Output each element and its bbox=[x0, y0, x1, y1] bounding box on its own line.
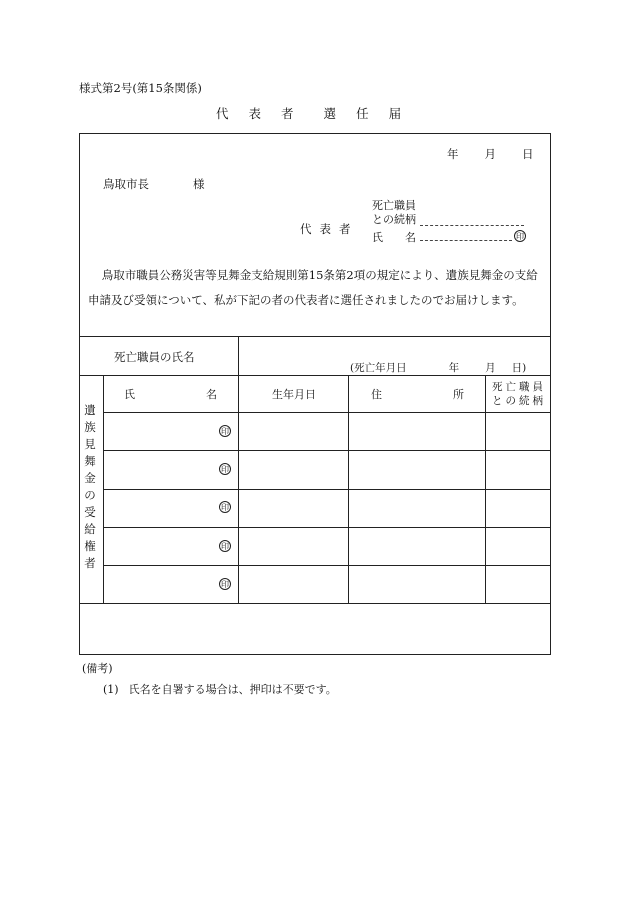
title-char: 届 bbox=[388, 106, 402, 121]
note-text: 氏名を自署する場合は、押印は不要です。 bbox=[128, 683, 337, 696]
notes-title: (備考) bbox=[82, 662, 113, 675]
form-id: 様式第2号(第15条関係) bbox=[79, 81, 202, 95]
col-name-a: 氏 bbox=[124, 388, 135, 401]
col-birth: 生年月日 bbox=[272, 388, 316, 401]
date-month: 月 bbox=[484, 147, 496, 161]
col-relation bbox=[492, 380, 546, 408]
divider-line bbox=[79, 375, 551, 376]
rep-name-field[interactable] bbox=[420, 240, 512, 241]
divider-line bbox=[103, 412, 551, 413]
rep-seal-icon: 印 bbox=[516, 232, 524, 241]
deceased-name-label: 死亡職員の氏名 bbox=[114, 350, 195, 364]
col-relation-line1: 死亡職員 bbox=[492, 381, 546, 393]
death-date[interactable] bbox=[350, 360, 526, 375]
divider-line bbox=[103, 527, 551, 528]
death-date-open: (死亡年月日 bbox=[350, 362, 407, 374]
divider-line bbox=[103, 565, 551, 566]
divider-line bbox=[485, 375, 486, 603]
declaration-text: 鳥取市職員公務災害等見舞金支給規則第15条第2項の規定により、遺族見舞金の支給申請及び受領について、私が下記の者の代表者に選任されましたのでお届けします。 bbox=[88, 268, 538, 307]
divider-line bbox=[348, 375, 349, 603]
row-seal-icon: 印 bbox=[221, 542, 229, 551]
col-relation-line2: との続柄 bbox=[492, 395, 546, 407]
row-seal-icon: 印 bbox=[221, 465, 229, 474]
col-addr-a: 住 bbox=[371, 388, 382, 401]
date-day: 日 bbox=[522, 147, 534, 161]
title-char: 表 bbox=[248, 106, 262, 121]
divider-line bbox=[103, 489, 551, 490]
death-date-month: 月 bbox=[485, 362, 496, 374]
addressee-honorific: 様 bbox=[193, 177, 205, 191]
row-seal-icon: 印 bbox=[221, 427, 229, 436]
title-char: 選 bbox=[323, 106, 337, 121]
row-seal-icon: 印 bbox=[221, 580, 229, 589]
date-year: 年 bbox=[447, 147, 459, 161]
relation-field[interactable] bbox=[420, 225, 524, 226]
title-char: 代 bbox=[216, 106, 229, 121]
addressee bbox=[103, 176, 205, 192]
rep-name-label: 氏 名 bbox=[372, 231, 416, 244]
representative-label: 代表者 bbox=[300, 222, 359, 236]
col-name-b: 名 bbox=[206, 388, 217, 401]
divider-line bbox=[79, 336, 551, 337]
note-number: (1) bbox=[103, 683, 119, 696]
divider-line bbox=[79, 603, 551, 604]
relation-label bbox=[372, 199, 416, 227]
divider-line bbox=[103, 375, 104, 603]
divider-line bbox=[103, 450, 551, 451]
title-char: 任 bbox=[356, 106, 369, 121]
date-line[interactable] bbox=[447, 146, 534, 162]
death-date-year: 年 bbox=[448, 362, 460, 374]
beneficiaries-label: 遺族見舞金の受給権者 bbox=[84, 403, 96, 570]
relation-label-line1: 死亡職員 bbox=[372, 199, 416, 212]
divider-line bbox=[238, 336, 239, 603]
col-addr-b: 所 bbox=[453, 388, 464, 401]
relation-label-line2: との続柄 bbox=[372, 213, 416, 226]
title-char: 者 bbox=[281, 106, 294, 121]
row-seal-icon: 印 bbox=[221, 503, 229, 512]
form-title bbox=[216, 104, 421, 122]
addressee-name: 鳥取市長 bbox=[103, 177, 149, 191]
death-date-day: 日) bbox=[511, 362, 527, 374]
note-item bbox=[103, 681, 337, 697]
